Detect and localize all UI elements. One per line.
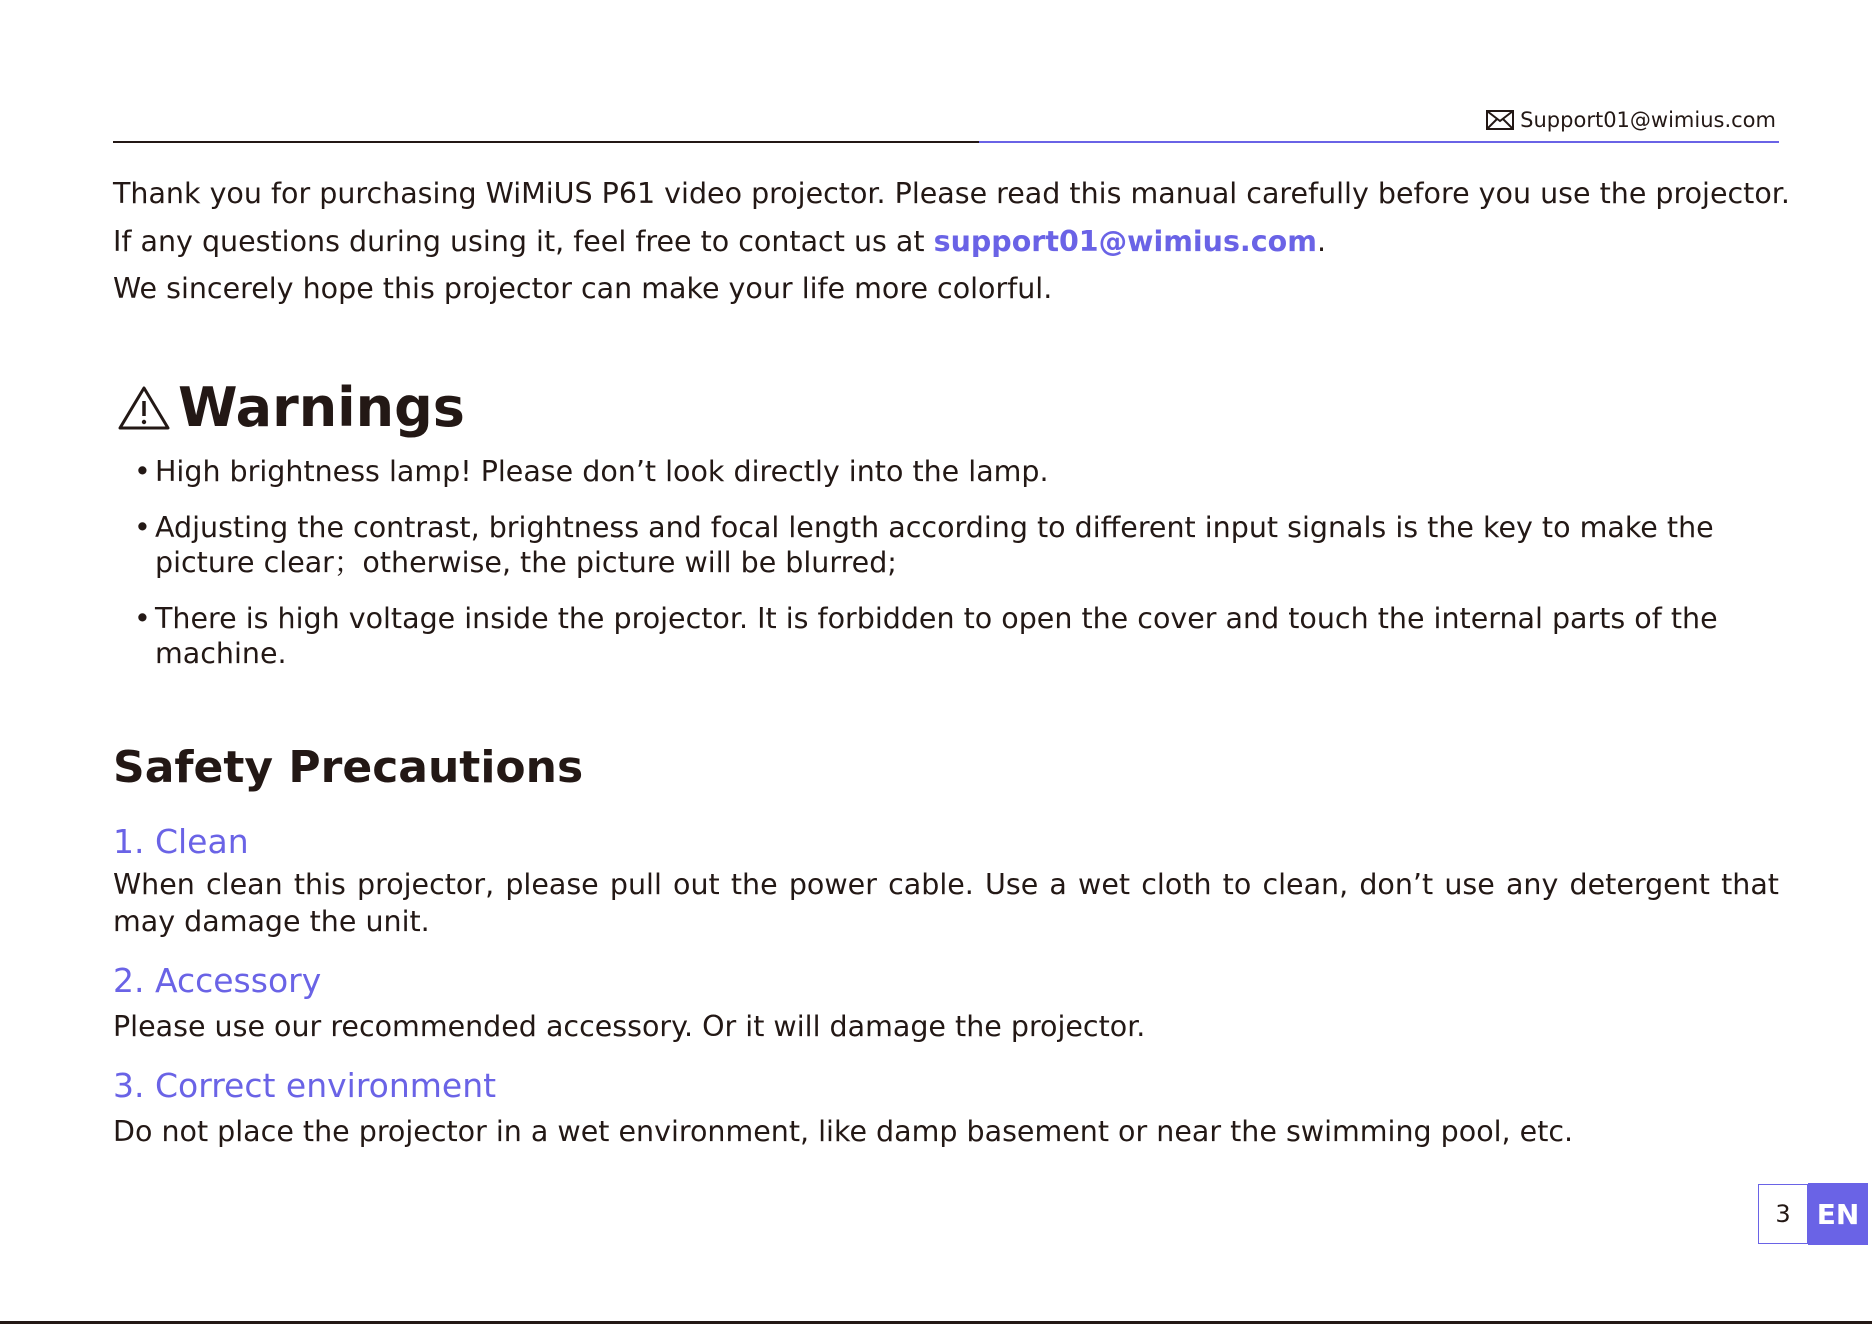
section-text-clean: When clean this projector, please pull out the power cable. Use a wet cloth to clean, don’t use any detergent that may damage the unit. [113,868,1779,938]
section-text-accessory: Please use our recommended accessory. Or it will damage the projector. [113,1010,1146,1043]
intro-line-3: We sincerely hope this projector can make your life more colorful. [113,272,1053,305]
intro-paragraph [113,170,1793,313]
section-heading-accessory: 2. Accessory [113,961,322,1000]
warnings-title: Warnings [178,376,465,439]
language-tab: EN [1808,1183,1868,1245]
support-email-link[interactable]: support01@wimius.com [933,224,1317,258]
intro-line-1: Thank you for purchasing WiMiUS P61 video projector. Please read this manual carefully before you use the projector. [113,177,1790,210]
envelope-icon [1486,110,1514,130]
section-heading-clean: 1. Clean [113,822,249,861]
section-heading-environment: 3. Correct environment [113,1066,497,1105]
safety-precautions-heading: Safety Precautions [113,742,584,793]
section-text-environment: Do not place the projector in a wet environment, like damp basement or near the swimming pool, etc. [113,1115,1574,1148]
intro-line-2: If any questions during using it, feel free to contact us at support01@wimius.com. [113,224,1326,258]
header-email [1486,108,1776,132]
list-item: • High brightness lamp! Please don’t look directly into the lamp. [134,455,1049,488]
list-item: • Adjusting the contrast, brightness and focal length according to different input signals is the key to make the picture clear；otherwise, the picture will be blurred; [134,511,1714,579]
warning-triangle-icon [118,385,170,431]
page-number: 3 [1758,1184,1808,1244]
warnings-heading [118,376,465,439]
list-item: • There is high voltage inside the projector. It is forbidden to open the cover and touch the internal parts of the machine. [134,602,1718,670]
email-address[interactable]: Support01@wimius.com [1520,108,1776,132]
warnings-list [134,454,1774,692]
header-divider [113,141,1779,143]
